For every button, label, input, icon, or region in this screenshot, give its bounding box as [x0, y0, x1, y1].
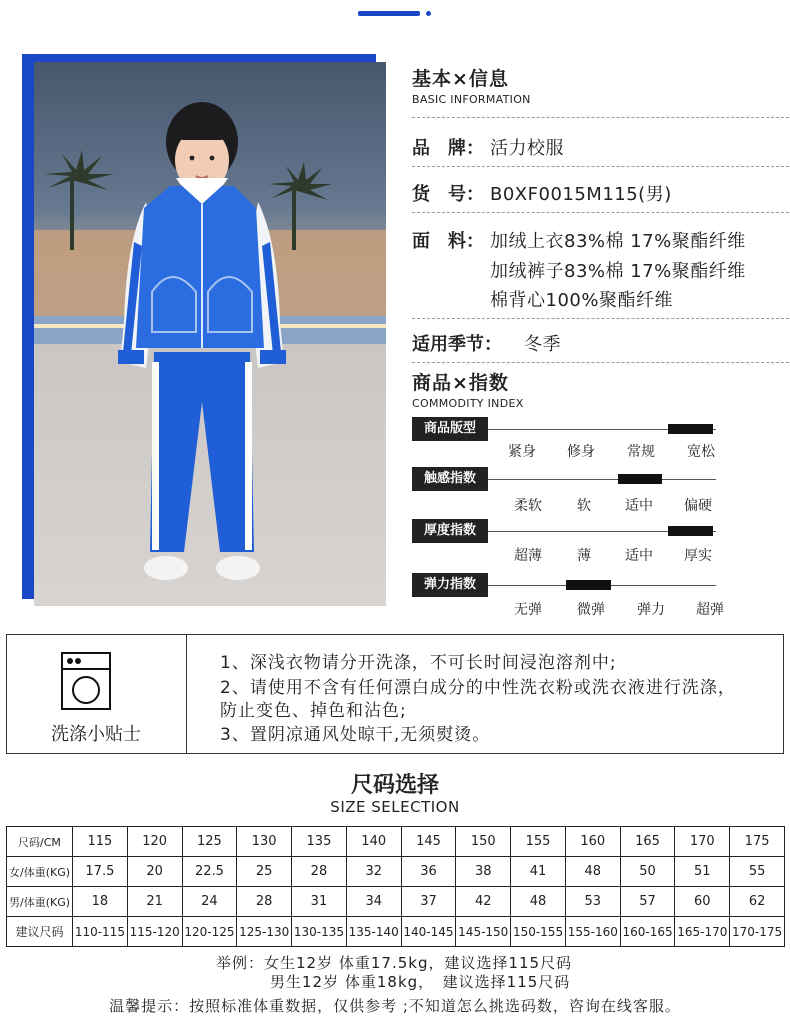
table-cell: 140-145: [401, 917, 456, 947]
table-cell: 21: [127, 887, 182, 917]
table-cell: 42: [456, 887, 511, 917]
table-cell: 115-120: [127, 917, 182, 947]
table-cell: 28: [237, 887, 292, 917]
basic-info-subtitle: BASIC INFORMATION: [412, 93, 531, 106]
table-cell: 50: [620, 857, 675, 887]
thickness-option: 薄: [577, 548, 591, 564]
table-cell: 155: [511, 827, 566, 857]
wash-tip-line: 防止变色、掉色和沾色;: [220, 701, 407, 721]
table-cell: 22.5: [182, 857, 237, 887]
elasticity-option: 超弹: [696, 602, 724, 618]
fit-option: 紧身: [508, 444, 536, 460]
table-row: [7, 887, 785, 917]
table-cell: 135-140: [346, 917, 401, 947]
table-cell: 48: [511, 887, 566, 917]
index-title: 商品×指数: [412, 372, 509, 394]
sku-value: B0XF0015M115(男): [490, 184, 672, 205]
fit-option: 常规: [627, 444, 655, 460]
table-cell: 32: [346, 857, 401, 887]
row-header: 男/体重(KG): [7, 887, 73, 917]
table-cell: 160-165: [620, 917, 675, 947]
touch-option: 适中: [625, 498, 653, 514]
divider: [412, 362, 789, 363]
material-line: 棉背心100%聚酯纤维: [490, 290, 673, 311]
table-cell: 25: [237, 857, 292, 887]
thickness-option: 超薄: [514, 548, 542, 564]
touch-index-label: 触感指数: [412, 467, 488, 491]
size-title: 尺码选择: [350, 773, 439, 798]
table-cell: 20: [127, 857, 182, 887]
basic-info-title: 基本×信息: [412, 68, 509, 90]
touch-option: 软: [577, 498, 591, 514]
table-cell: 170: [675, 827, 730, 857]
table-row: [7, 857, 785, 887]
table-cell: 125: [182, 827, 237, 857]
table-cell: 145-150: [456, 917, 511, 947]
material-label: 面 料：: [412, 231, 484, 252]
table-cell: 31: [292, 887, 347, 917]
elasticity-option: 无弹: [514, 602, 542, 618]
elasticity-index-label: 弹力指数: [412, 573, 488, 597]
touch-option: 偏硬: [684, 498, 712, 514]
table-cell: 48: [565, 857, 620, 887]
table-cell: 130-135: [292, 917, 347, 947]
divider: [412, 117, 789, 118]
table-cell: 37: [401, 887, 456, 917]
table-cell: 28: [292, 857, 347, 887]
table-cell: 34: [346, 887, 401, 917]
fit-index-label: 商品版型: [412, 417, 488, 441]
row-header: 女/体重(KG): [7, 857, 73, 887]
sku-label: 货 号：: [412, 184, 484, 205]
size-table: [6, 826, 785, 947]
product-photo: [34, 62, 386, 606]
table-cell: 150: [456, 827, 511, 857]
index-subtitle: COMMODITY INDEX: [412, 397, 524, 410]
wash-tips-divider: [186, 634, 187, 754]
table-cell: 125-130: [237, 917, 292, 947]
table-cell: 17.5: [73, 857, 128, 887]
divider: [412, 318, 789, 319]
elasticity-option: 弹力: [637, 602, 665, 618]
table-cell: 145: [401, 827, 456, 857]
table-cell: 175: [730, 827, 785, 857]
fit-option: 修身: [567, 444, 595, 460]
warm-tip: 温馨提示：按照标准体重数据，仅供参考 ;不知道怎么挑选码数，咨询在线客服。: [109, 997, 681, 1015]
material-line: 加绒裤子83%棉 17%聚酯纤维: [490, 261, 746, 282]
table-cell: 135: [292, 827, 347, 857]
table-cell: 110-115: [73, 917, 128, 947]
table-cell: 165-170: [675, 917, 730, 947]
table-cell: 150-155: [511, 917, 566, 947]
table-cell: 51: [675, 857, 730, 887]
fit-option: 宽松: [687, 444, 715, 460]
example-line: 举例：女生12岁 体重17.5kg，建议选择115尺码: [216, 954, 573, 972]
washing-machine-icon: [61, 652, 111, 710]
table-cell: 155-160: [565, 917, 620, 947]
row-header: 建议尺码: [7, 917, 73, 947]
table-cell: 55: [730, 857, 785, 887]
top-decoration-dot: [426, 11, 431, 16]
divider: [412, 166, 789, 167]
table-cell: 62: [730, 887, 785, 917]
table-cell: 160: [565, 827, 620, 857]
season-label: 适用季节：: [412, 334, 502, 355]
wash-tips-title: 洗涤小贴士: [51, 724, 141, 745]
table-cell: 120-125: [182, 917, 237, 947]
thickness-index-marker: [668, 526, 713, 536]
wash-tip-line: 1、深浅衣物请分开洗涤，不可长时间浸泡溶剂中;: [220, 653, 617, 673]
table-cell: 170-175: [730, 917, 785, 947]
table-cell: 57: [620, 887, 675, 917]
table-cell: 60: [675, 887, 730, 917]
brand-value: 活力校服: [490, 138, 564, 159]
table-cell: 130: [237, 827, 292, 857]
size-subtitle: SIZE SELECTION: [330, 798, 460, 816]
touch-index-marker: [618, 474, 662, 484]
example-line: 男生12岁 体重18kg， 建议选择115尺码: [270, 973, 571, 991]
elasticity-index-marker: [566, 580, 611, 590]
table-cell: 18: [73, 887, 128, 917]
top-decoration-bar: [358, 11, 420, 16]
fit-index-marker: [668, 424, 713, 434]
table-cell: 24: [182, 887, 237, 917]
thickness-option: 适中: [625, 548, 653, 564]
elasticity-option: 微弹: [577, 602, 605, 618]
thickness-option: 厚实: [684, 548, 712, 564]
table-cell: 120: [127, 827, 182, 857]
wash-tip-line: 2、请使用不含有任何漂白成分的中性洗衣粉或洗衣液进行洗涤，: [220, 678, 736, 698]
table-cell: 165: [620, 827, 675, 857]
table-cell: 115: [73, 827, 128, 857]
touch-index-scale: [488, 479, 716, 480]
table-cell: 53: [565, 887, 620, 917]
table-row: [7, 827, 785, 857]
table-cell: 41: [511, 857, 566, 887]
season-value: 冬季: [524, 334, 561, 355]
material-line: 加绒上衣83%棉 17%聚酯纤维: [490, 231, 746, 252]
table-row: [7, 917, 785, 947]
table-cell: 140: [346, 827, 401, 857]
divider: [412, 212, 789, 213]
row-header: 尺码/CM: [7, 827, 73, 857]
touch-option: 柔软: [514, 498, 542, 514]
wash-tip-line: 3、置阴凉通风处晾干,无须熨烫。: [220, 725, 491, 745]
table-cell: 38: [456, 857, 511, 887]
table-cell: 36: [401, 857, 456, 887]
thickness-index-label: 厚度指数: [412, 519, 488, 543]
brand-label: 品 牌：: [412, 138, 484, 159]
